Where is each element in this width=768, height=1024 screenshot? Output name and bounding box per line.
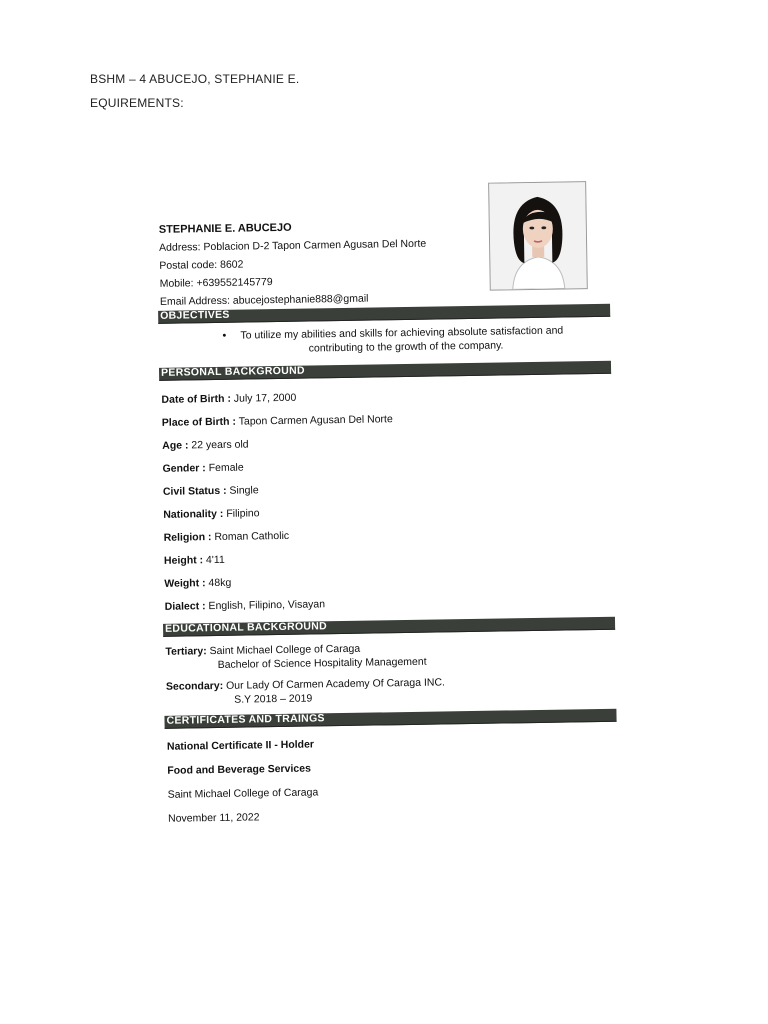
- certificate-line-4: November 11, 2022: [167, 811, 260, 825]
- education-section-bar: [163, 617, 615, 637]
- objective-text-line-1: To utilize my abilities and skills for achieving absolute satisfaction and: [240, 324, 564, 342]
- postal-code-line: Postal code: 8602: [159, 258, 244, 272]
- personal-field-dob: Date of Birth : July 17, 2000: [161, 391, 297, 406]
- resume-name: STEPHANIE E. ABUCEJO: [158, 221, 292, 236]
- address-line: Address: Poblacion D-2 Tapon Carmen Agusan Del Norte: [159, 237, 427, 254]
- certificate-line-3: Saint Michael College of Caraga: [167, 786, 319, 801]
- objectives-heading: OBJECTIVES: [160, 308, 230, 322]
- personal-field-height: Height : 4'11: [163, 553, 225, 567]
- certificates-heading: CERTIFICATES AND TRAINGS: [166, 712, 325, 727]
- education-heading: EDUCATIONAL BACKGROUND: [164, 620, 328, 635]
- personal-heading: PERSONAL BACKGROUND: [160, 364, 305, 379]
- scanned-resume: [150, 171, 630, 838]
- personal-field-dialect: Dialect : English, Filipino, Visayan: [164, 598, 326, 613]
- personal-field-nationality: Nationality : Filipino: [163, 507, 260, 521]
- personal-field-civil-status: Civil Status : Single: [162, 484, 259, 498]
- mobile-line: Mobile: +639552145779: [159, 276, 273, 290]
- email-line: Email Address: abucejostephanie888@gmail: [159, 292, 369, 308]
- objective-text-line-2: contributing to the growth of the company.: [308, 339, 504, 355]
- profile-photo: [488, 181, 588, 291]
- document-header-line: BSHM – 4 ABUCEJO, STEPHANIE E.: [90, 72, 300, 86]
- education-secondary: Secondary: Our Lady Of Carmen Academy Of Caraga INC.: [165, 676, 446, 693]
- education-tertiary-course: Bachelor of Science Hospitality Management: [217, 655, 427, 671]
- certificate-line-2: Food and Beverage Services: [167, 762, 311, 777]
- bullet-icon: •: [222, 329, 227, 342]
- document-requirements-label: EQUIREMENTS:: [90, 96, 184, 110]
- personal-field-pob: Place of Birth : Tapon Carmen Agusan Del Norte: [161, 413, 393, 429]
- personal-field-religion: Religion : Roman Catholic: [163, 529, 290, 544]
- personal-field-gender: Gender : Female: [162, 461, 244, 475]
- personal-field-age: Age : 22 years old: [162, 438, 249, 452]
- certificates-section-bar: [164, 709, 616, 729]
- education-tertiary: Tertiary: Saint Michael College of Caraga: [165, 642, 361, 658]
- education-secondary-year: S.Y 2018 – 2019: [234, 692, 313, 706]
- personal-section-bar: [159, 361, 611, 381]
- certificate-line-1: National Certificate II - Holder: [166, 738, 315, 753]
- personal-field-weight: Weight : 48kg: [164, 576, 232, 590]
